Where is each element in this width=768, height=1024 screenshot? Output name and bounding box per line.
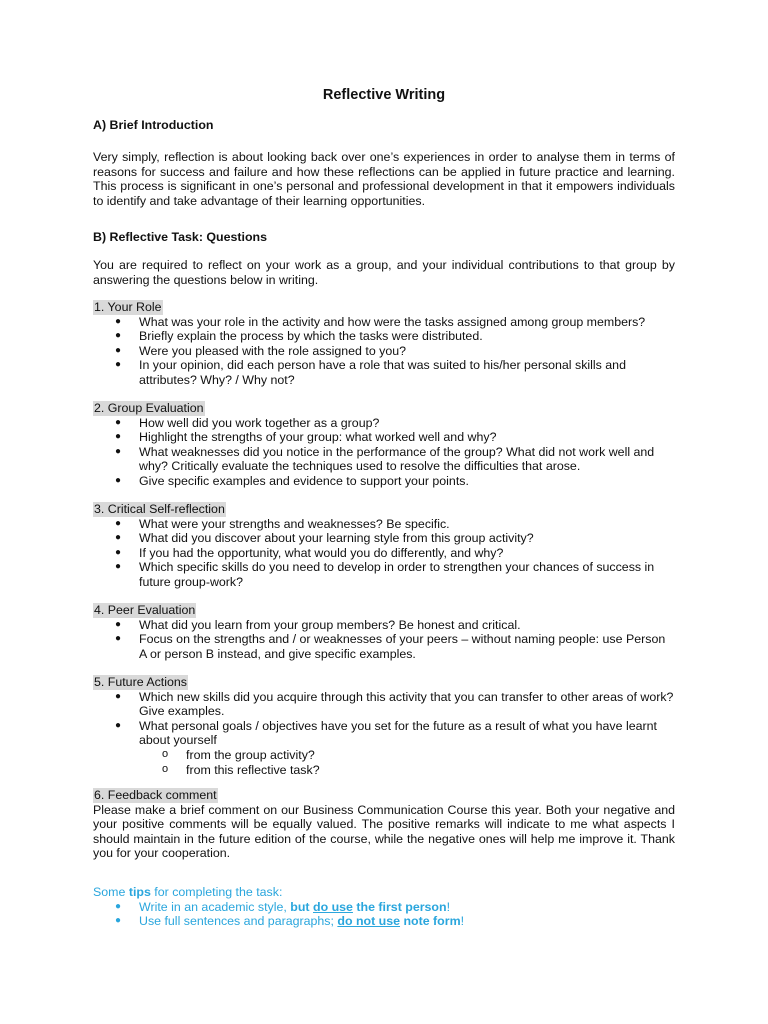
tips-block <box>93 885 675 929</box>
bullet-icon: ● <box>115 344 122 356</box>
list-item: ● Which new skills did you acquire through this activity that you can transfer to other areas of work? Give examples. <box>115 689 674 719</box>
bullet-icon: ● <box>115 532 122 544</box>
list-item: ● What personal goals / objectives have you set for the future as a result of what you have learnt about yourself <box>115 718 657 748</box>
sub-list-item: o from the group activity? <box>162 747 315 762</box>
bullet-icon: ● <box>115 445 122 457</box>
bullet-icon: ● <box>115 431 122 443</box>
bullet-icon: ● <box>115 330 122 342</box>
bullet-icon: ● <box>115 315 122 327</box>
section-title: 1. Your Role <box>94 300 162 314</box>
section-your-role <box>93 300 675 388</box>
bullet-icon: ● <box>115 517 122 529</box>
list-item: ● Give specific examples and evidence to support your points. <box>115 473 469 488</box>
bullet-icon: ● <box>115 900 122 912</box>
bullet-icon: ● <box>115 915 122 927</box>
feedback-paragraph: Please make a brief comment on our Business Communication Course this year. Both your negative and your positive comments will be equally valued. The positive remarks will indicate to me what aspects I should maintain in the future edition of the course, while the negative ones will help me improve it. Thank you for your cooperation. <box>93 802 675 861</box>
page-title: Reflective Writing <box>322 87 446 103</box>
tip-item: ● Write in an academic style, but do use the first person! <box>115 899 451 914</box>
bullet-icon: ● <box>115 690 122 702</box>
section-critical-self-reflection <box>93 502 675 590</box>
bullet-icon: ● <box>115 561 122 573</box>
bullet-icon: ● <box>115 359 122 371</box>
circle-bullet-icon: o <box>162 747 169 760</box>
section-title: 4. Peer Evaluation <box>94 603 196 617</box>
list-item: ● Focus on the strengths and / or weaknesses of your peers – without naming people: use Person A or person B instead, and give specific examples. <box>115 632 666 661</box>
intro-paragraph: Very simply, reflection is about looking back over one’s experiences in order to analyse them in terms of reasons for success and failure and how these reflections can be applied in future practice and learning. This process is significant in one’s personal and professional development in that it empowers individuals to identify and take advantage of their learning opportunities. <box>93 150 675 208</box>
bullet-icon: ● <box>115 719 122 731</box>
section-title: 2. Group Evaluation <box>94 401 204 415</box>
bullet-icon: ● <box>115 546 122 558</box>
task-heading: B) Reflective Task: Questions <box>93 230 267 244</box>
list-item: ● What did you discover about your learning style from this group activity? <box>115 531 534 546</box>
bullet-icon: ● <box>115 633 122 645</box>
sub-list-item: o from this reflective task? <box>162 762 320 777</box>
section-group-evaluation <box>93 401 675 489</box>
section-future-actions <box>93 675 675 777</box>
section-feedback-comment <box>93 788 675 861</box>
task-paragraph: You are required to reflect on your work as a group, and your individual contributions to that group by answering the questions below in writing. <box>93 258 675 287</box>
list-item: ● Which specific skills do you need to develop in order to strengthen your chances of success in future group-work? <box>115 560 655 589</box>
list-item: ● How well did you work together as a group? <box>115 415 380 430</box>
circle-bullet-icon: o <box>162 762 169 775</box>
list-item: ● If you had the opportunity, what would you do differently, and why? <box>115 545 504 560</box>
list-item: ● Highlight the strengths of your group: what worked well and why? <box>115 430 497 445</box>
list-item: ● Briefly explain the process by which the tasks were distributed. <box>115 329 483 344</box>
list-item: ● Were you pleased with the role assigned to you? <box>115 343 407 358</box>
tip-item: ● Use full sentences and paragraphs; do not use note form! <box>115 914 465 929</box>
section-title: 5. Future Actions <box>94 675 187 689</box>
list-item: ● In your opinion, did each person have a role that was suited to his/her personal skills and attributes? Why? / Why not? <box>115 358 626 387</box>
section-peer-evaluation <box>93 603 675 661</box>
list-item: ● What were your strengths and weaknesses? Be specific. <box>115 516 450 531</box>
list-item: ● What did you learn from your group members? Be honest and critical. <box>115 617 521 632</box>
list-item: ● What weaknesses did you notice in the performance of the group? What did not work well and why? Critically evaluate the techniques used to resolve the difficulties that arose. <box>115 444 655 474</box>
tips-intro: Some tips for completing the task: <box>93 885 283 899</box>
list-item: ● What was your role in the activity and how were the tasks assigned among group members? <box>115 314 646 329</box>
section-title: 6. Feedback comment <box>94 788 217 802</box>
bullet-icon: ● <box>115 416 122 428</box>
intro-heading: A) Brief Introduction <box>93 118 214 132</box>
section-title: 3. Critical Self-reflection <box>94 502 225 516</box>
bullet-icon: ● <box>115 474 122 486</box>
bullet-icon: ● <box>115 618 122 630</box>
